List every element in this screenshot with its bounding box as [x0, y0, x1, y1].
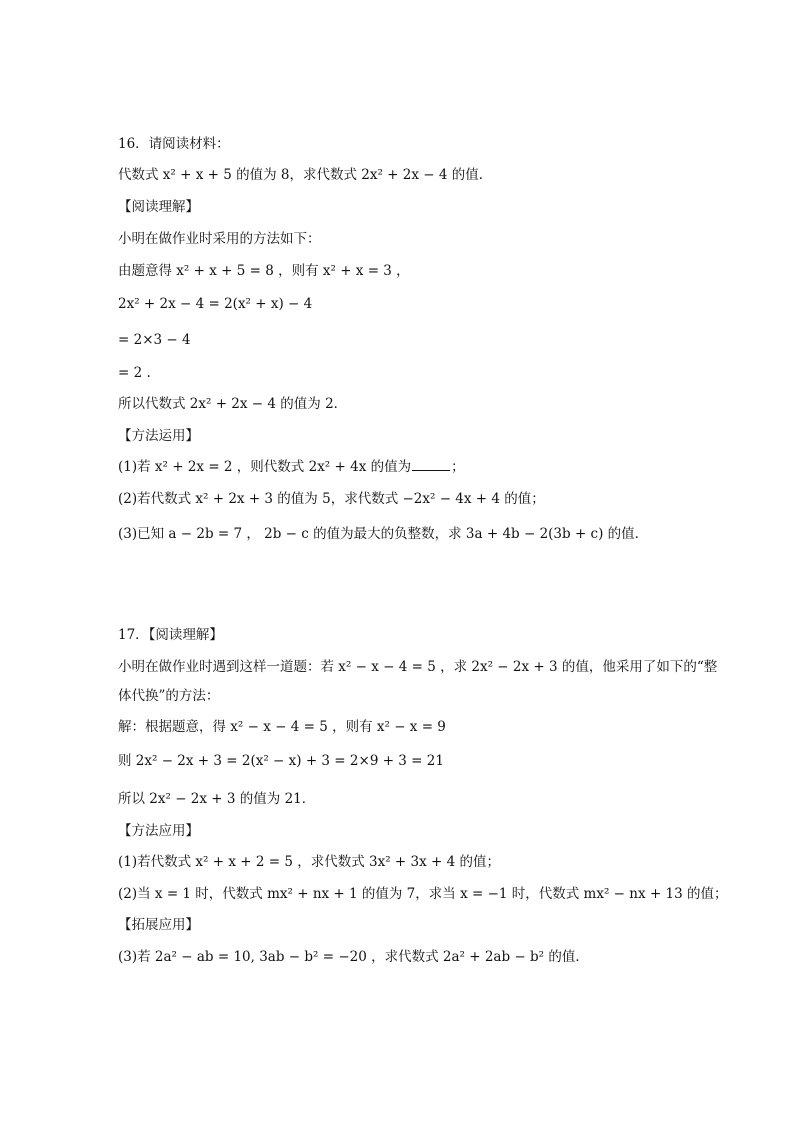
q17-heading-extend: 【拓展应用】 [118, 917, 199, 933]
q17-solution-2: 则 2x² − 2x + 3 = 2(x² − x) + 3 = 2×9 + 3 = 21 [118, 753, 444, 769]
q17-title: 17．【阅读理解】 [118, 627, 223, 643]
q17-part-1: (1)若代数式 x² + x + 2 = 5 ，求代数式 3x² + 3x + 4 的值； [118, 854, 500, 870]
q16-step-3: = 2×3 − 4 [118, 332, 191, 348]
q17-solution-1: 解：根据题意，得 x² − x − 4 = 5 ，则有 x² − x = 9 [118, 719, 446, 735]
q16-part-1-end: ； [451, 459, 465, 475]
q16-method-intro: 小明在做作业时采用的方法如下： [118, 231, 321, 247]
q16-conclusion: 所以代数式 2x² + 2x − 4 的值为 2． [118, 396, 348, 412]
q16-part-1 [118, 458, 465, 476]
q17-intro-2: 体代换”的方法： [118, 688, 220, 704]
answer-blank[interactable] [412, 458, 450, 471]
q16-heading-method: 【方法运用】 [118, 428, 199, 444]
q16-heading-reading: 【阅读理解】 [118, 199, 199, 215]
q17-part-3: (3)若 2a² − ab = 10, 3ab − b² = −20 ，求代数式 2a² + 2ab − b² 的值． [118, 949, 589, 965]
q16-part-1-text: (1)若 x² + 2x = 2 ，则代数式 2x² + 4x 的值为 [118, 459, 412, 475]
q17-heading-method: 【方法应用】 [118, 823, 199, 839]
q17-intro-1: 小明在做作业时遇到这样一道题：若 x² − x − 4 = 5 ，求 2x² − 2x + 3 的值，他采用了如下的“整 [118, 659, 718, 675]
q16-problem: 代数式 x² + x + 5 的值为 8，求代数式 2x² + 2x − 4 的值． [118, 167, 493, 183]
q16-part-3: (3)已知 a − 2b = 7 ， 2b − c 的值为最大的负整数，求 3a + 4b − 2(3b + c) 的值． [118, 526, 649, 542]
q16-step-4: = 2 . [118, 365, 151, 381]
q17-part-2: (2)当 x = 1 时，代数式 mx² + nx + 1 的值为 7，求当 x = −1 时，代数式 mx² − nx + 13 的值； [118, 886, 728, 902]
q16-step-2: 2x² + 2x − 4 = 2(x² + x) − 4 [118, 296, 313, 312]
q16-title: 16．请阅读材料： [118, 136, 230, 152]
q16-step-1: 由题意得 x² + x + 5 = 8 ，则有 x² + x = 3 ， [118, 263, 410, 279]
q16-part-2: (2)若代数式 x² + 2x + 3 的值为 5，求代数式 −2x² − 4x + 4 的值； [118, 491, 545, 507]
q17-conclusion: 所以 2x² − 2x + 3 的值为 21． [118, 791, 316, 807]
